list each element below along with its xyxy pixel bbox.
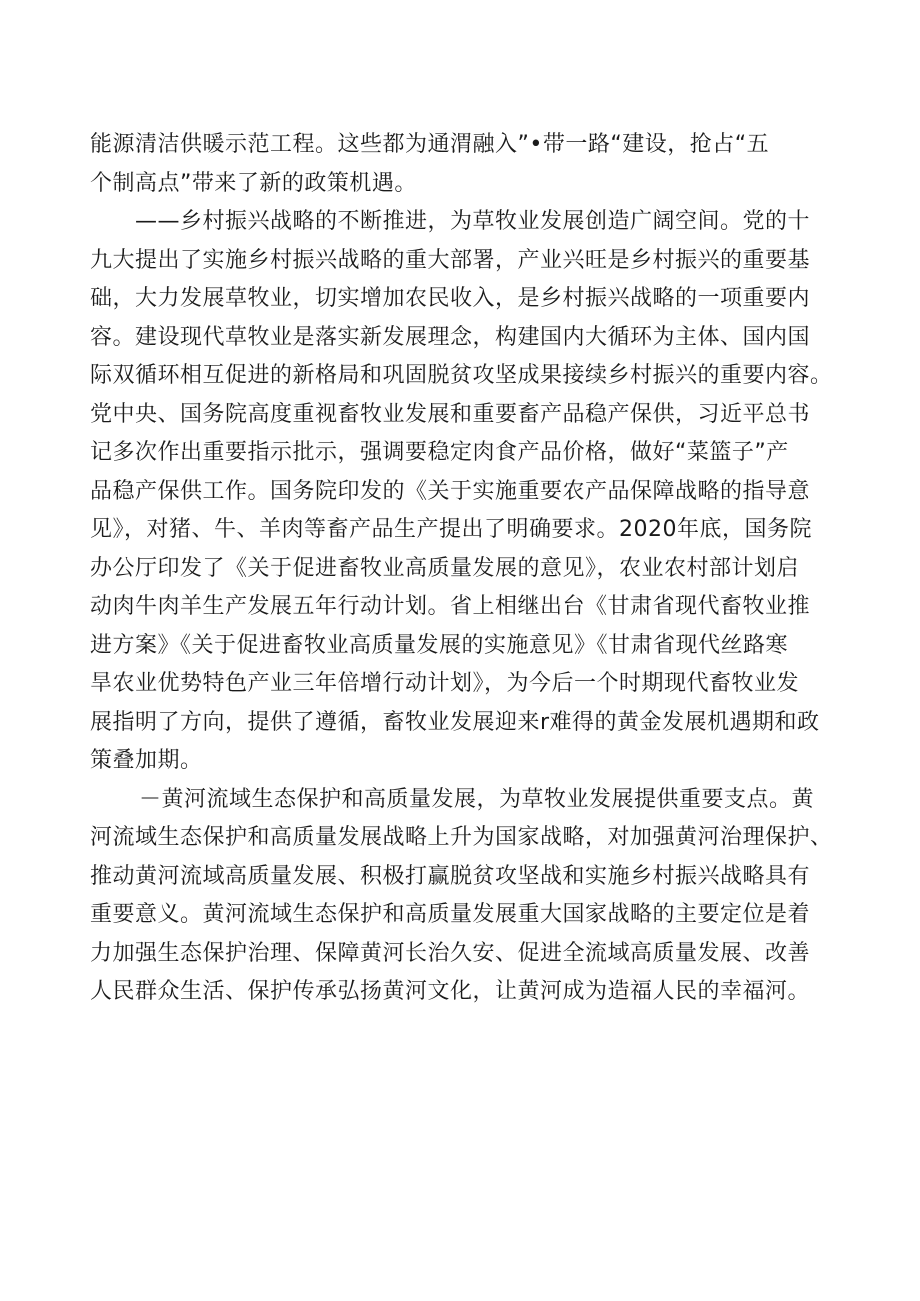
text-line: 党中央、国务院高度重视畜牧业发展和重要畜产品稳产保供，习近平总书 bbox=[90, 401, 811, 427]
text-line: 展指明了方向，提供了遵循，畜牧业发展迎来r难得的黄金发展机遇期和政 bbox=[90, 709, 820, 735]
text-line: 人民群众生活、保护传承弘扬黄河文化，让黄河成为造福人民的幸福河。 bbox=[90, 979, 811, 1004]
text-line: 重要意义。黄河流域生态保护和高质量发展重大国家战略的主要定位是着 bbox=[90, 902, 811, 927]
text-line: 力加强生态保护治理、保障黄河长治久安、促进全流域高质量发展、改善 bbox=[90, 940, 811, 966]
text-line: 能源清洁供暖示范工程。这些都为通渭融入”•带一路“建设，抢占“五 bbox=[90, 132, 770, 157]
text-line: 办公厅印发了《关于促进畜牧业高质量发展的意见》，农业农村部计划启 bbox=[90, 555, 800, 581]
text-line: 河流域生态保护和高质量发展战略上升为国家战略，对加强黄河治理保护、 bbox=[90, 825, 833, 850]
text-line: 进方案》《关于促进畜牧业高质量发展的实施意见》《甘肃省现代丝路寒 bbox=[90, 632, 789, 658]
text-line: 策叠加期。 bbox=[90, 748, 203, 773]
text-line: 见》，对猪、牛、羊肉等畜产品生产提出了明确要求。2020年底，国务院 bbox=[90, 517, 812, 542]
text-line: 础，大力发展草牧业，切实增加农民收入，是乡村振兴战略的一项重要内 bbox=[90, 286, 811, 311]
text-line: 记多次作出重要指示批示，强调要稳定肉食产品价格，做好“菜篮子”产 bbox=[90, 440, 789, 465]
text-line: 动肉牛肉羊生产发展五年行动计划。省上相继出台《甘肃省现代畜牧业推 bbox=[90, 594, 811, 619]
body-text bbox=[90, 126, 842, 1012]
text-line: 际双循环相互促进的新格局和巩固脱贫攻坚成果接续乡村振兴的重要内容。 bbox=[90, 363, 833, 388]
text-line: 个制高点”带来了新的政策机遇。 bbox=[90, 170, 417, 196]
text-line: 旱农业优势特色产业三年倍增行动计划》，为今后一个时期现代畜牧业发 bbox=[90, 671, 800, 696]
paragraph-start-rural-revitalization: ——乡村振兴战略的不断推进，为草牧业发展创造广阔空间。党的十 bbox=[135, 209, 811, 234]
text-line: 九大提出了实施乡村振兴战略的重大部署，产业兴旺是乡村振兴的重要基 bbox=[90, 247, 811, 273]
text-line: 容。建设现代草牧业是落实新发展理念，构建国内大循环为主体、国内国 bbox=[90, 324, 811, 350]
text-line: 品稳产保供工作。国务院印发的《关于实施重要农产品保障战略的指导意 bbox=[90, 478, 811, 504]
paragraph-start-yellow-river: －黄河流域生态保护和高质量发展，为草牧业发展提供重要支点。黄 bbox=[139, 786, 815, 812]
text-line: 推动黄河流域高质量发展、积极打赢脱贫攻坚战和实施乡村振兴战略具有 bbox=[90, 863, 811, 889]
